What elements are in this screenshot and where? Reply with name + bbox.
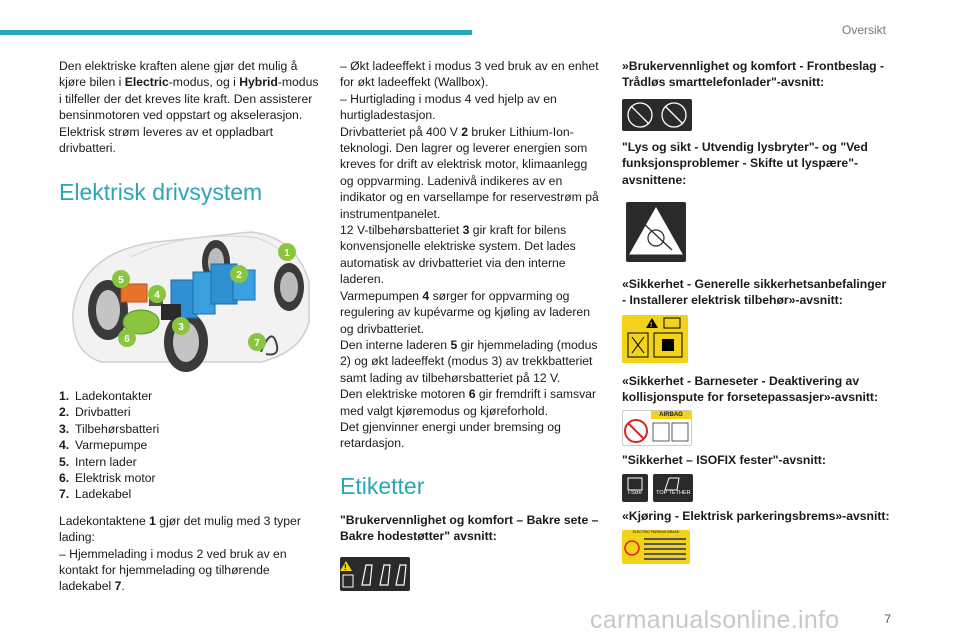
callout-5: 5 xyxy=(118,275,124,286)
svg-text:!: ! xyxy=(344,562,347,572)
svg-text:!: ! xyxy=(650,321,653,329)
callout-2: 2 xyxy=(236,270,242,281)
label-airbag-deactivation: «Sikkerhet - Barneseter - Deaktivering av kollisjonspute for forsetepassasjer»-avsnitt: xyxy=(622,373,879,405)
label-isofix: "Sikkerhet – ISOFIX fester"-avsnitt: xyxy=(622,452,826,467)
isize-text: i-Size xyxy=(628,489,642,496)
paragraph-electric-motor: Den elektriske motoren 6 gir fremdrift i samsvar med valgt kjøremodus og kjøreforhold. xyxy=(340,387,597,418)
list-item: 3. Tilbehørsbatteri xyxy=(59,421,160,436)
callout-4: 4 xyxy=(154,290,160,301)
label-electrical-accessories: «Sikkerhet - Generelle sikkerhetsanbefalinger - Installerer elektrisk tilbehør»-avsnitt: xyxy=(622,277,887,308)
heading-etiketter: Etiketter xyxy=(340,472,425,499)
column-3 xyxy=(622,58,890,564)
wireless-charger-label-icon xyxy=(622,99,692,131)
column-1-lower xyxy=(59,388,321,595)
label-wireless-charger: »Brukervennlighet og komfort - Frontbeslag - Trådløs smarttelefonlader"-avsnitt: xyxy=(622,59,885,90)
label-parking-brake: «Kjøring - Elektrisk parkeringsbrems»-avsnitt: xyxy=(622,509,890,524)
heading-elektrisk-drivsystem: Elektrisk drivsystem xyxy=(59,179,263,206)
electrical-accessories-label-icon xyxy=(622,315,688,363)
callout-1: 1 xyxy=(284,248,290,259)
column-2 xyxy=(340,58,602,591)
label-light-switch: "Lys og sikt - Utvendig lysbryter"- og "Ved funksjonsproblemer - Skifte ut lyspære"-avsnittene: xyxy=(622,139,868,187)
parking-brake-label-icon xyxy=(622,530,690,564)
wheel-rear-right xyxy=(274,263,304,311)
callout-7: 7 xyxy=(254,338,260,349)
paragraph-accessory-battery: 12 V-tilbehørsbatteriet 3 gir kraft for bilens konvensjonelle elektriske system. Det lades automatisk av drivbatteriet via den interne laderen. xyxy=(340,223,576,287)
page-number: 7 xyxy=(884,612,891,626)
callout-6: 6 xyxy=(124,334,130,345)
isize-icon xyxy=(622,474,648,502)
airbag-label-header: AIRBAG xyxy=(651,411,691,419)
watermark: carmanualsonline.info xyxy=(590,606,840,634)
column-1 xyxy=(59,58,321,206)
top-tether-icon xyxy=(653,474,693,502)
header-accent-bar xyxy=(0,30,472,35)
top-tether-text: TOP TETHER xyxy=(656,489,691,496)
paragraph-drive-battery: Drivbatteriet på 400 V 2 bruker Lithium-Ion-teknologi. Den lagrer og leverer energien som kreves for drift av elektrisk motor, klimaanlegg og oppvarming. Ladenivå indikeres av en indikator og en varsellampe for reservestrøm på instrumentpanelet. xyxy=(340,124,599,221)
light-bulb-label-icon xyxy=(626,202,686,262)
paragraph-regeneration: Det gjenvinner energi under bremsing og retardasjon. xyxy=(340,419,561,451)
paragraph-fast-charge: – Hurtiglading i modus 4 ved hjelp av en hurtigladestasjon. xyxy=(340,91,557,123)
paragraph-internal-charger: Den interne laderen 5 gir hjemmelading (modus 2) og økt ladeeffekt (modus 3) av trekkbatteriet samt lading av tilbehørsbatteriet på 12 V. xyxy=(340,337,598,385)
airbag-label-icon xyxy=(622,410,692,446)
section-title: Oversikt xyxy=(841,23,886,37)
label-rear-headrest: "Brukervennlighet og komfort – Bakre sete – Bakre hodestøtter" avsnitt: xyxy=(340,512,599,544)
headrest-label-icon xyxy=(340,557,410,591)
paragraph-wallbox: – Økt ladeeffekt i modus 3 ved bruk av en enhet for økt ladeeffekt (Wallbox). xyxy=(340,59,599,90)
paragraph-heat-pump: Varmepumpen 4 sørger for oppvarming og regulering av kupévarme og kjøling av laderen og drivbatteriet. xyxy=(340,288,590,336)
car-drivetrain-illustration xyxy=(61,212,311,377)
charging-paragraph: Ladekontaktene 1 gjør det mulig med 3 typer lading: – Hjemmelading i modus 2 ved bruk av en kontakt for hjemmelading og tilhørende ladekabel 7. xyxy=(59,513,301,594)
intro-paragraph: Den elektriske kraften alene gjør det mulig å kjøre bilen i Electric-modus, og i Hybrid-modus i tilfeller der det kreves lite kraft. Den assisterer bensinmotoren ved oppstart og akselerasjon. Elektrisk strøm leveres av et oppladbart drivbatteri. xyxy=(59,59,319,156)
component-list xyxy=(59,388,321,503)
parking-brake-label-header: ELECTRIC PARKING BRAKE xyxy=(632,530,680,535)
callout-3: 3 xyxy=(178,322,184,333)
list-item: 1. Ladekontakter xyxy=(59,389,153,403)
list-item: 4. Varmepumpe xyxy=(59,438,148,453)
list-item: 2. Drivbatteri xyxy=(59,405,131,420)
list-item: 7. Ladekabel xyxy=(59,487,132,502)
list-item: 6. Elektrisk motor xyxy=(59,471,156,486)
list-item: 5. Intern lader xyxy=(59,454,137,469)
isofix-icons xyxy=(622,474,890,502)
